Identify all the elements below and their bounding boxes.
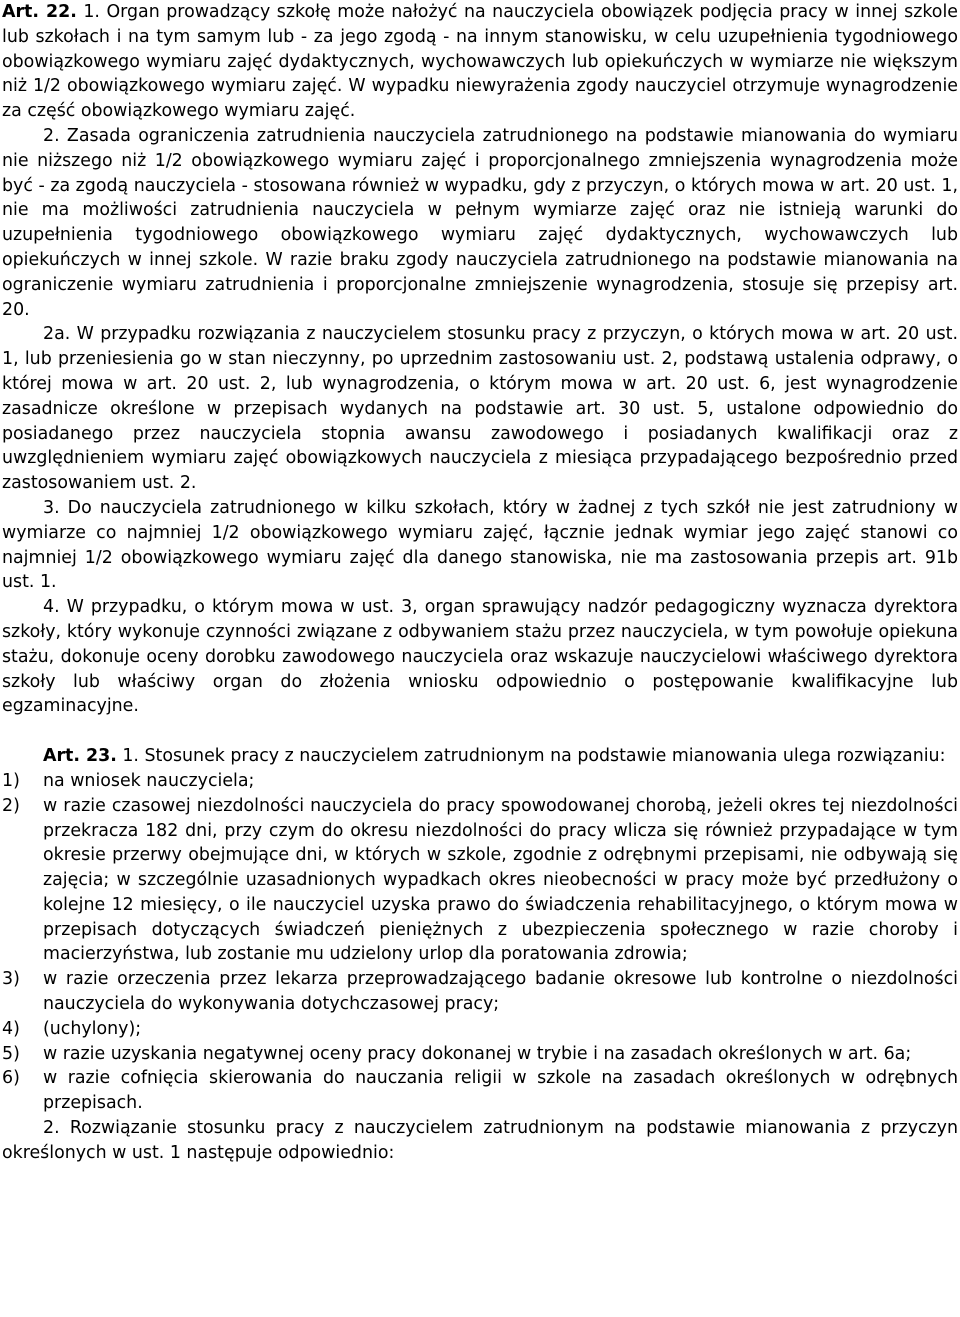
list-item-text: (uchylony);: [43, 1018, 142, 1039]
art23-paragraph-1: [2, 744, 958, 769]
art23-paragraph-2: 2. Rozwiązanie stosunku pracy z nauczycielem zatrudnionym na podstawie mianowania z przyczyn określonych w ust. 1 następuje odpowiednio:: [2, 1118, 958, 1163]
art22-paragraph-2: 2. Zasada ograniczenia zatrudnienia nauczyciela zatrudnionego na podstawie mianowania do wymiaru nie niższego niż 1/2 obowiązkowego wymiaru zajęć i proporcjonalnego zmniejszenia wynagrodzenia może być - za zgodą nauczyciela - stosowana również w wypadku, gdy z przyczyn, o których mowa w art. 20 ust. 1, nie ma możliwości zatrudnienia nauczyciela w pełnym wymiarze zajęć oraz nie istnieją warunki do uzupełnienia tygodniowego obowiązkowego wymiaru zajęć dydaktycznych, wychowawczych lub opiekuńczych w innej szkole. W razie braku zgody nauczyciela zatrudnionego na podstawie mianowania na ograniczenie wymiaru zatrudnienia i proporcjonalne zmniejszenie wynagrodzenia, stosuje się przepisy art. 20.: [2, 125, 958, 320]
art23-heading: Art. 23.: [43, 746, 117, 767]
section-spacer: [2, 719, 958, 744]
list-item-number: 2): [2, 795, 20, 816]
list-item-text: w razie uzyskania negatywnej oceny pracy dokonanej w trybie i na zasadach określonych w art. 6a;: [43, 1043, 912, 1064]
list-item-number: 1): [2, 770, 20, 791]
list-item: [2, 1042, 958, 1067]
list-item: [2, 769, 958, 794]
art23-points-list: [2, 769, 958, 1116]
list-item-number: 4): [2, 1018, 20, 1039]
art23-p1-text: 1. Stosunek pracy z nauczycielem zatrudnionym na podstawie mianowania ulega rozwiązaniu:: [122, 746, 946, 767]
art22-paragraph-4: 4. W przypadku, o którym mowa w ust. 3, organ sprawujący nadzór pedagogiczny wyznacza dyrektora szkoły, który wykonuje czynności związane z odbywaniem stażu przez nauczyciela, w tym powołuje opiekuna stażu, dokonuje oceny dorobku zawodowego nauczyciela oraz wskazuje nauczycielowi właściwego dyrektora szkoły lub właściwy organ do złożenia wniosku odpowiednio o postępowanie kwalifikacyjne lub egzaminacyjne.: [2, 597, 958, 717]
art22-heading: Art. 22.: [2, 2, 77, 22]
list-item-text: w razie czasowej niezdolności nauczyciela do pracy spowodowanej chorobą, jeżeli okres tej niezdolności przekracza 182 dni, przy czym do okresu niezdolności do pracy wlicza się również przypadające w tym okresie przerwy obejmujące dni, w których w szkole, zgodnie z odrębnymi przepisami, nie odbywają się zajęcia; w szczególnie uzasadnionych wypadkach okres nieobecności w pracy może być przedłużony o kolejne 12 miesięcy, o ile nauczyciel uzyska prawo do świadczenia rehabilitacyjnego, o którym mowa w przepisach dotyczących świadczeń pieniężnych z ubezpieczenia społecznego w razie choroby i macierzyństwa, lub zostanie mu udzielony urlop dla poratowania zdrowia;: [43, 795, 958, 965]
list-item-number: 3): [2, 969, 20, 990]
art22-paragraph-3: 3. Do nauczyciela zatrudnionego w kilku szkołach, który w żadnej z tych szkół nie jest zatrudniony w wymiarze co najmniej 1/2 obowiązkowego wymiaru zajęć, łącznie jednak wymiar jego zajęć stanowi co najmniej 1/2 obowiązkowego wymiaru zajęć dla danego stanowiska, nie ma zastosowania przepis art. 91b ust. 1.: [2, 497, 958, 593]
list-item: [2, 967, 958, 1017]
art22-p1-number: 1.: [83, 2, 100, 22]
list-item: [2, 794, 958, 968]
list-item-text: w razie orzeczenia przez lekarza przeprowadzającego badanie okresowe lub kontrolne o niezdolności nauczyciela do wykonywania dotychczasowej pracy;: [43, 969, 958, 1015]
list-item-number: 6): [2, 1068, 20, 1089]
list-item-text: w razie cofnięcia skierowania do nauczania religii w szkole na zasadach określonych w odrębnych przepisach.: [43, 1068, 958, 1114]
list-item-number: 5): [2, 1043, 20, 1064]
art22-paragraph-2a: 2a. W przypadku rozwiązania z nauczycielem stosunku pracy z przyczyn, o których mowa w art. 20 ust. 1, lub przeniesienia go w stan nieczynny, po uprzednim zastosowaniu ust. 2, podstawą ustalenia odprawy, o której mowa w art. 20 ust. 2, lub wynagrodzenia, o którym mowa w art. 20 ust. 6, jest wynagrodzenie zasadnicze określone w przepisach wydanych na podstawie art. 30 ust. 5, ustalone odpowiednio do posiadanego przez nauczyciela stopnia awansu zawodowego i posiadanych kwalifikacji oraz z uwzględnieniem wymiaru zajęć obowiązkowych nauczyciela z miesiąca przypadającego bezpośrednio przed zastosowaniem ust. 2.: [2, 324, 958, 494]
art22-paragraph-1: [2, 0, 958, 124]
list-item: [2, 1066, 958, 1116]
list-item: [2, 1017, 958, 1042]
list-item-text: na wniosek nauczyciela;: [43, 770, 255, 791]
art22-p1-text: Organ prowadzący szkołę może nałożyć na nauczyciela obowiązek podjęcia pracy w innej szkole lub szkołach i na tym samym lub - za jego zgodą - na innym stanowisku, w celu uzupełnienia tygodniowego obowiązkowego wymiaru zajęć dydaktycznych, wychowawczych lub opiekuńczych w wymiarze nie większym niż 1/2 obowiązkowego wymiaru zajęć. W wypadku niewyrażenia zgody nauczyciel otrzymuje wynagrodzenie za część obowiązkowego wymiaru zajęć.: [2, 2, 958, 122]
